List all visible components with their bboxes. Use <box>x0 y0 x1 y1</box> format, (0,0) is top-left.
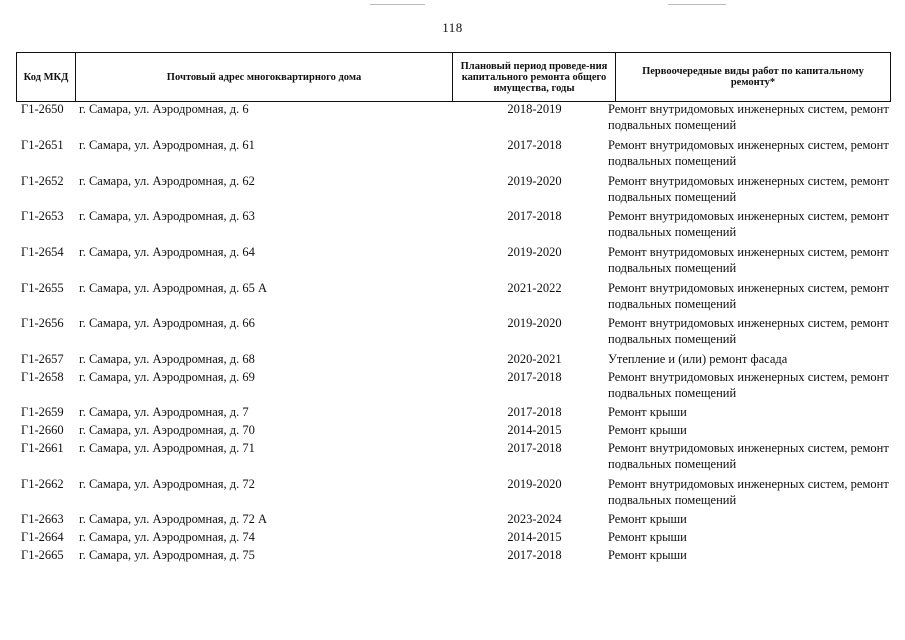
row-address: г. Самара, ул. Аэродромная, д. 64 <box>79 245 255 259</box>
row-period: 2023-2024 <box>507 512 562 526</box>
row-period: 2019-2020 <box>507 477 562 491</box>
header-code: Код МКД <box>16 53 76 101</box>
row-code: Г1-2653 <box>21 209 64 223</box>
row-period: 2020-2021 <box>507 352 562 366</box>
row-address: г. Самара, ул. Аэродромная, д. 72 <box>79 477 255 491</box>
scan-artifact <box>668 4 726 5</box>
row-work: Ремонт внутридомовых инженерных систем, ремонт подвальных помещений <box>608 138 889 168</box>
row-period: 2017-2018 <box>507 405 562 419</box>
row-code: Г1-2664 <box>21 530 64 544</box>
row-work: Ремонт внутридомовых инженерных систем, ремонт подвальных помещений <box>608 209 889 239</box>
row-code: Г1-2663 <box>21 512 64 526</box>
row-work: Ремонт крыши <box>608 548 687 562</box>
row-code: Г1-2660 <box>21 423 64 437</box>
row-code: Г1-2650 <box>21 102 64 116</box>
table-header <box>16 52 891 102</box>
row-address: г. Самара, ул. Аэродромная, д. 6 <box>79 102 249 116</box>
row-address: г. Самара, ул. Аэродромная, д. 66 <box>79 316 255 330</box>
row-address: г. Самара, ул. Аэродромная, д. 74 <box>79 530 255 544</box>
row-code: Г1-2662 <box>21 477 64 491</box>
row-period: 2017-2018 <box>507 370 562 384</box>
row-work: Ремонт внутридомовых инженерных систем, ремонт подвальных помещений <box>608 477 889 507</box>
row-period: 2017-2018 <box>507 441 562 455</box>
header-works: Первоочередные виды работ по капитальному ремонту* <box>616 53 891 101</box>
row-period: 2014-2015 <box>507 530 562 544</box>
row-work: Ремонт внутридомовых инженерных систем, ремонт подвальных помещений <box>608 102 889 132</box>
row-work: Утепление и (или) ремонт фасада <box>608 352 788 366</box>
row-work: Ремонт внутридомовых инженерных систем, ремонт подвальных помещений <box>608 316 889 346</box>
scan-artifact <box>370 4 425 5</box>
row-code: Г1-2659 <box>21 405 64 419</box>
row-code: Г1-2651 <box>21 138 64 152</box>
row-period: 2019-2020 <box>507 174 562 188</box>
row-period: 2017-2018 <box>507 138 562 152</box>
row-work: Ремонт внутридомовых инженерных систем, ремонт подвальных помещений <box>608 245 889 275</box>
row-work: Ремонт внутридомовых инженерных систем, ремонт подвальных помещений <box>608 174 889 204</box>
row-work: Ремонт крыши <box>608 512 687 526</box>
row-work: Ремонт внутридомовых инженерных систем, ремонт подвальных помещений <box>608 441 889 471</box>
page-number: 118 <box>442 20 463 35</box>
row-code: Г1-2658 <box>21 370 64 384</box>
header-address: Почтовый адрес многоквартирного дома <box>76 53 453 101</box>
row-code: Г1-2654 <box>21 245 64 259</box>
header-period: Плановый период проведе-ния капитального ремонта общего имущества, годы <box>453 53 616 101</box>
row-period: 2019-2020 <box>507 316 562 330</box>
row-code: Г1-2661 <box>21 441 64 455</box>
row-address: г. Самара, ул. Аэродромная, д. 65 А <box>79 281 268 295</box>
row-work: Ремонт внутридомовых инженерных систем, ремонт подвальных помещений <box>608 281 889 311</box>
row-work: Ремонт крыши <box>608 405 687 419</box>
row-work: Ремонт крыши <box>608 423 687 437</box>
row-address: г. Самара, ул. Аэродромная, д. 71 <box>79 441 255 455</box>
row-code: Г1-2656 <box>21 316 64 330</box>
row-period: 2019-2020 <box>507 245 562 259</box>
row-address: г. Самара, ул. Аэродромная, д. 72 А <box>79 512 268 526</box>
row-work: Ремонт внутридомовых инженерных систем, ремонт подвальных помещений <box>608 370 889 400</box>
row-period: 2014-2015 <box>507 423 562 437</box>
row-address: г. Самара, ул. Аэродромная, д. 68 <box>79 352 255 366</box>
row-period: 2021-2022 <box>507 281 562 295</box>
row-code: Г1-2652 <box>21 174 64 188</box>
row-address: г. Самара, ул. Аэродромная, д. 62 <box>79 174 255 188</box>
row-address: г. Самара, ул. Аэродромная, д. 63 <box>79 209 255 223</box>
row-code: Г1-2657 <box>21 352 64 366</box>
row-code: Г1-2655 <box>21 281 64 295</box>
row-address: г. Самара, ул. Аэродромная, д. 70 <box>79 423 255 437</box>
row-period: 2017-2018 <box>507 548 562 562</box>
row-address: г. Самара, ул. Аэродромная, д. 75 <box>79 548 255 562</box>
row-work: Ремонт крыши <box>608 530 687 544</box>
row-period: 2017-2018 <box>507 209 562 223</box>
row-period: 2018-2019 <box>507 102 562 116</box>
row-address: г. Самара, ул. Аэродромная, д. 7 <box>79 405 249 419</box>
row-address: г. Самара, ул. Аэродромная, д. 69 <box>79 370 255 384</box>
row-code: Г1-2665 <box>21 548 64 562</box>
row-address: г. Самара, ул. Аэродромная, д. 61 <box>79 138 255 152</box>
